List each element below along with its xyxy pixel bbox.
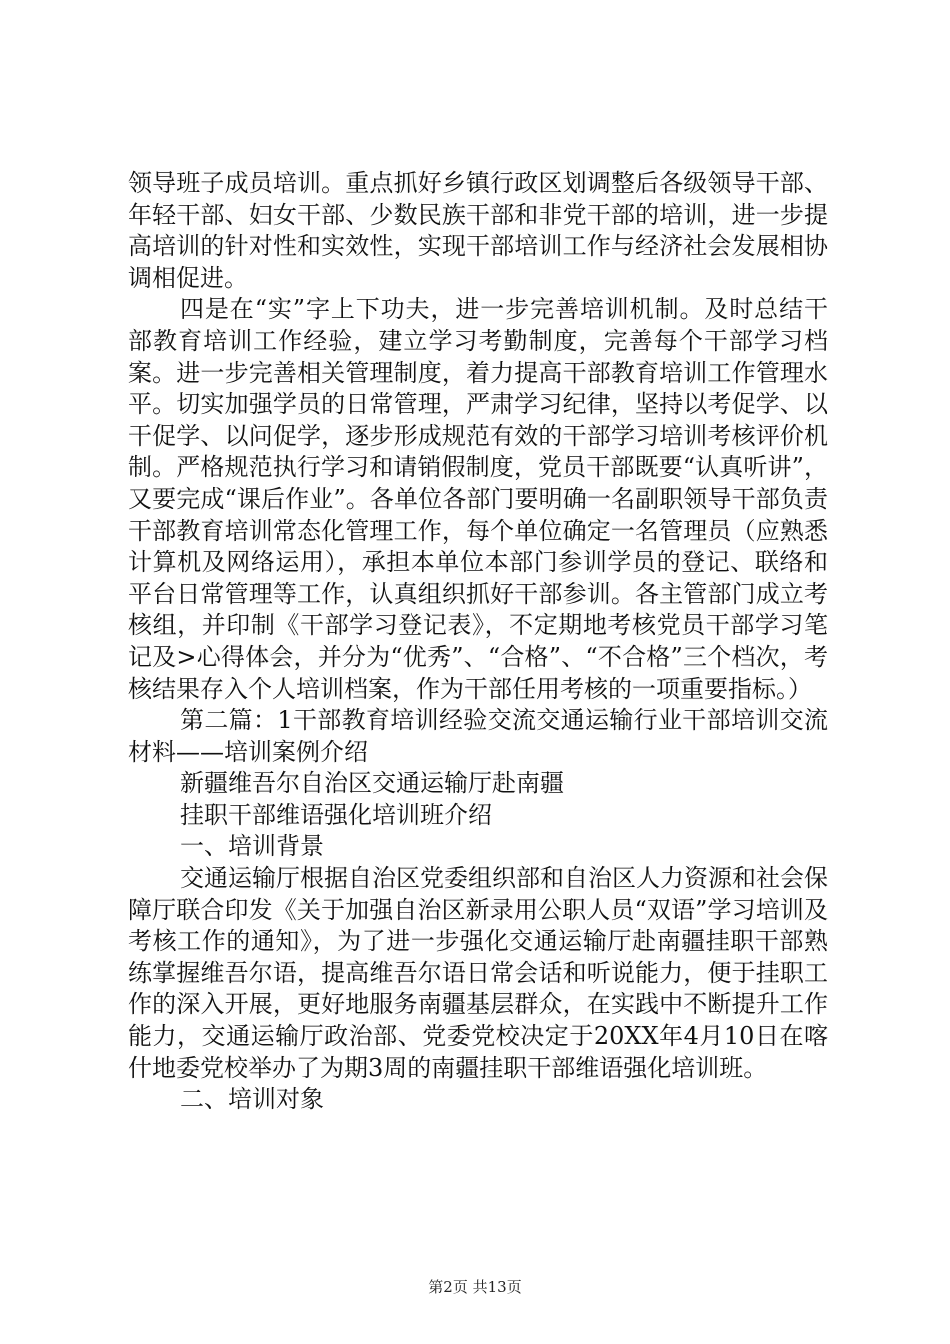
paragraph-training-background: 交通运输厅根据自治区党委组织部和自治区人力资源和社会保障厅联合印发《关于加强自治区新录用公职人员“双语”学习培训及考核工作的通知》，为了进一步强化交通运输厅赴南疆挂职干部熟练掌握维吾尔语，提高维吾尔语日常会话和听说能力，便于挂职工作的深入开展，更好地服务南疆基层群众，在实践中不断提升工作能力，交通运输厅政治部、党委党校决定于20XX年4月10日在喀什地委党校举办了为期3周的南疆挂职干部维语强化培训班。 bbox=[128, 864, 828, 1082]
section-heading-part-two: 第二篇：1干部教育培训经验交流交通运输行业干部培训交流材料——培训案例介绍 bbox=[128, 706, 828, 766]
paragraph-point-four: 四是在“实”字上下功夫，进一步完善培训机制。及时总结干部教育培训工作经验，建立学习考勤制度，完善每个干部学习档案。进一步完善相关管理制度，着力提高干部教育培训工作管理水平。切实加强学员的日常管理，严肃学习纪律，坚持以考促学、以干促学、以问促学，逐步形成规范有效的干部学习培训考核评价机制。严格规范执行学习和请销假制度，党员干部既要“认真听讲”，又要完成“课后作业”。各单位各部门要明确一名副职领导干部负责干部教育培训常态化管理工作，每个单位确定一名管理员（应熟悉计算机及网络运用），承担本单位本部门参训学员的登记、联络和平台日常管理等工作，认真组织抓好干部参训。各主管部门成立考核组，并印制《干部学习登记表》，不定期地考核党员干部学习笔记及>心得体会，并分为“优秀”、“合格”、“不合格”三个档次，考核结果存入个人培训档案，作为干部任用考核的一项重要指标。） bbox=[128, 295, 828, 703]
subtitle-line-2: 挂职干部维语强化培训班介绍 bbox=[180, 800, 492, 829]
page-footer: 第2页 共13页 bbox=[428, 1278, 522, 1296]
paragraph-continued: 领导班子成员培训。重点抓好乡镇行政区划调整后各级领导干部、年轻干部、妇女干部、少数民族干部和非党干部的培训，进一步提高培训的针对性和实效性，实现干部培训工作与经济社会发展相协调相促进。 bbox=[128, 169, 828, 292]
heading-training-targets: 二、培训对象 bbox=[180, 1085, 324, 1114]
document-body bbox=[128, 168, 828, 1116]
heading-training-background: 一、培训背景 bbox=[180, 832, 324, 861]
subtitle-line-1: 新疆维吾尔自治区交通运输厅赴南疆 bbox=[180, 769, 564, 798]
